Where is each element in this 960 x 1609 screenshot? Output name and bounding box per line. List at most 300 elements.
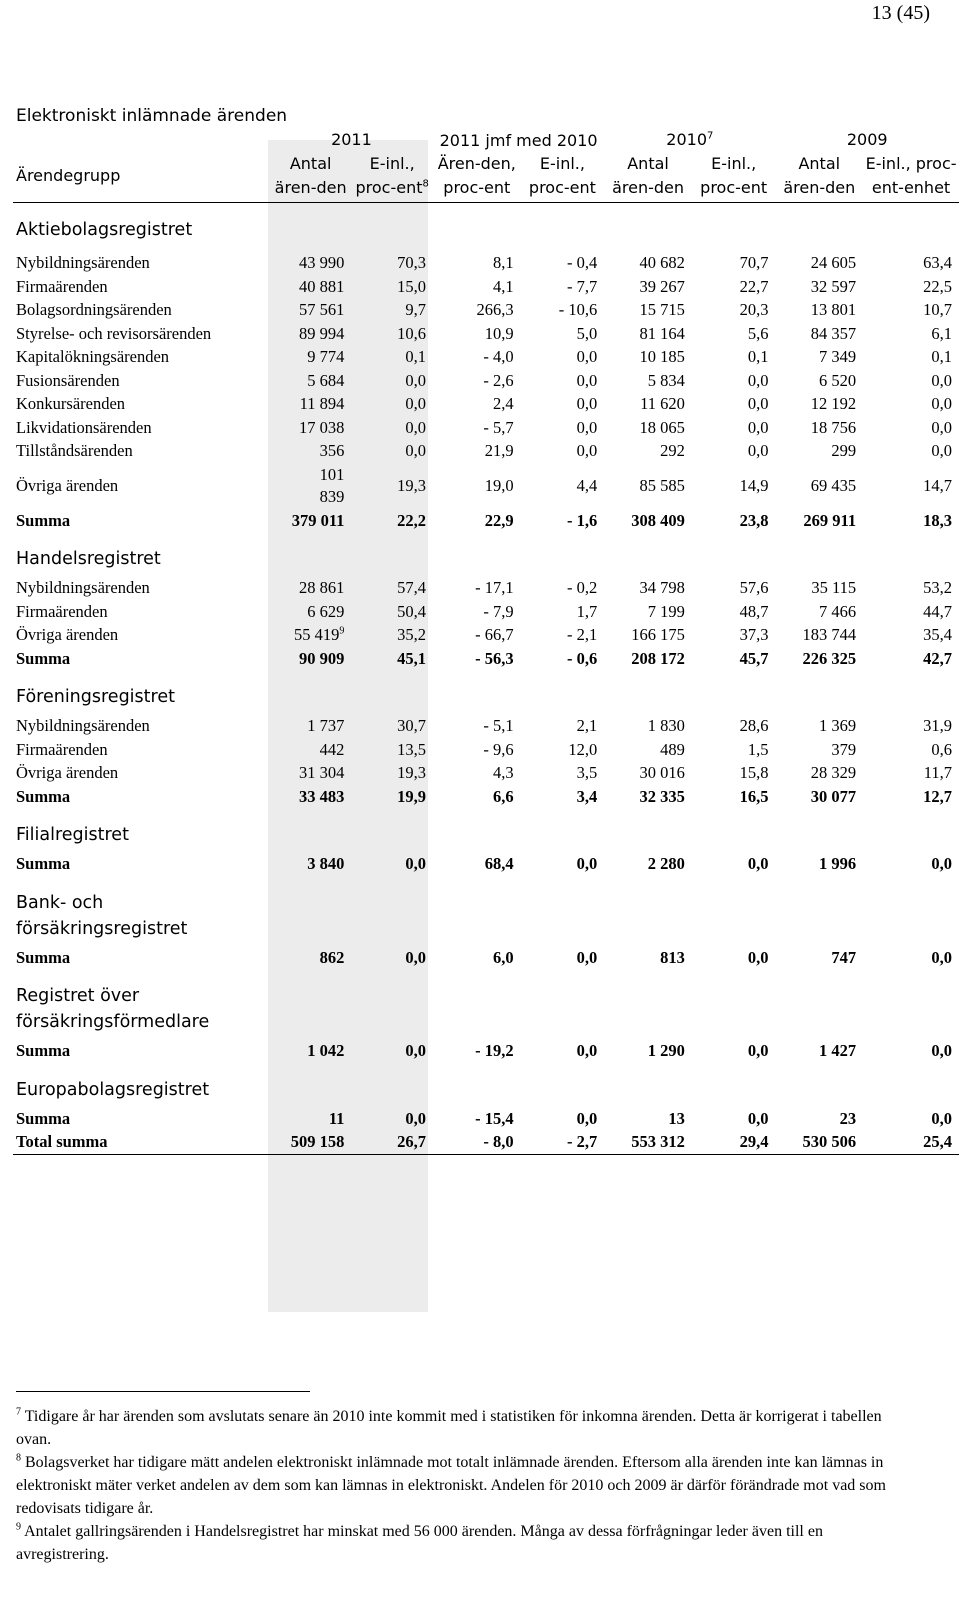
cell-text: 34 798 xyxy=(639,578,685,597)
row-label: Summa xyxy=(16,947,71,967)
cell-value xyxy=(863,275,959,299)
cell-value xyxy=(270,785,352,809)
cell-value xyxy=(270,1039,352,1063)
cell-text: 4,4 xyxy=(576,475,598,495)
cell-value xyxy=(521,345,605,369)
footnotes xyxy=(16,1405,906,1566)
cell-value xyxy=(692,1130,776,1154)
cell-text: 1 369 xyxy=(818,716,857,735)
cell-value xyxy=(433,761,521,785)
header-year-2010-text: 2010 xyxy=(666,130,707,149)
cell-value xyxy=(521,647,605,671)
cell-value xyxy=(433,345,521,369)
cell-text: 24 605 xyxy=(810,253,857,272)
cell-text: 10,9 xyxy=(484,323,514,343)
cell-value xyxy=(351,623,433,647)
cell-value xyxy=(863,369,959,393)
cell-value xyxy=(351,416,433,440)
cell-value xyxy=(521,509,605,533)
cell-value xyxy=(692,251,776,275)
cell-text: 2,4 xyxy=(493,394,514,413)
cell-value xyxy=(692,463,776,509)
cell-text: 6,6 xyxy=(493,786,514,806)
cell-value xyxy=(604,738,692,762)
cell-text: 489 xyxy=(660,739,685,759)
row-label: Övriga ärenden xyxy=(16,763,119,782)
cell-text: 35 115 xyxy=(811,578,857,597)
cell-text: 0,0 xyxy=(405,854,426,873)
cell-value xyxy=(863,576,959,600)
cell-text: 0,0 xyxy=(405,394,426,413)
cell-text: 0,6 xyxy=(931,739,952,759)
cell-text: - 0,4 xyxy=(566,253,598,272)
cell-text: 0,0 xyxy=(405,370,426,390)
table-row xyxy=(13,439,959,463)
cell-text: 10,7 xyxy=(923,300,952,319)
row-label: Summa xyxy=(16,510,71,530)
cell-text: 50,4 xyxy=(397,601,426,621)
row-label: Firmaärenden xyxy=(16,276,108,296)
cell-value xyxy=(692,761,776,785)
cell-value xyxy=(863,623,959,647)
cell-value xyxy=(521,251,605,275)
cell-value xyxy=(351,576,433,600)
cell-text: 22,7 xyxy=(739,276,769,296)
cell-value xyxy=(863,1107,959,1131)
table-row xyxy=(13,416,959,440)
cell-value xyxy=(863,392,959,416)
cell-value xyxy=(692,275,776,299)
cell-value xyxy=(351,946,433,970)
cell-value xyxy=(433,647,521,671)
cell-value xyxy=(775,785,863,809)
cell-text: 57,4 xyxy=(397,578,426,597)
cell-text: 13,5 xyxy=(397,739,426,759)
cell-text: 81 164 xyxy=(639,323,685,343)
cell-text: 292 xyxy=(660,441,685,460)
cell-text: 1 830 xyxy=(647,716,685,735)
cell-text: 11 620 xyxy=(640,394,685,413)
cell-text: 19,3 xyxy=(397,763,426,782)
cell-value xyxy=(775,251,863,275)
cell-text: 0,0 xyxy=(405,441,426,460)
cell-text: 48,7 xyxy=(739,601,769,621)
section-header xyxy=(13,1063,959,1107)
cell-text: 11,7 xyxy=(923,763,952,782)
cell-text: 11 894 xyxy=(299,394,345,413)
cell-text: 10 185 xyxy=(639,347,685,366)
footnote-7 xyxy=(16,1405,906,1451)
cell-value xyxy=(270,761,352,785)
table-row xyxy=(13,322,959,346)
cell-text: 0,0 xyxy=(931,370,952,390)
cell-text: 509 158 xyxy=(290,1132,345,1151)
cell-value xyxy=(863,600,959,624)
cell-text: 23 xyxy=(839,1108,857,1128)
header-columns-row xyxy=(13,152,959,203)
cell-text: 22,2 xyxy=(397,510,426,530)
cell-value xyxy=(692,576,776,600)
cell-text: 57 561 xyxy=(299,300,345,319)
cell-text: 1 737 xyxy=(307,716,345,735)
cell-text: 5 684 xyxy=(307,370,345,390)
cell-value xyxy=(433,738,521,762)
cell-value xyxy=(270,852,352,876)
cell-text: 0,0 xyxy=(576,394,598,413)
cell-value xyxy=(692,738,776,762)
cell-text: 14,9 xyxy=(739,475,769,495)
header-year-2010 xyxy=(604,128,775,152)
cell-value xyxy=(521,738,605,762)
cell-text: 85 585 xyxy=(639,475,685,495)
cell-value xyxy=(863,509,959,533)
cell-text: 862 xyxy=(319,947,345,967)
cell-value xyxy=(521,600,605,624)
cell-value xyxy=(692,345,776,369)
cell-value xyxy=(351,785,433,809)
row-label: Nybildningsärenden xyxy=(16,716,150,735)
row-label: Styrelse- och revisorsärenden xyxy=(16,323,212,343)
cell-value xyxy=(521,946,605,970)
cell-text: 44,7 xyxy=(923,601,952,621)
footnote-text: Antalet gallringsärenden i Handelsregistret har minskat med 56 000 ärenden. Många av dessa förfrågningar leder även till en avregistrering. xyxy=(16,1523,823,1563)
cell-value xyxy=(351,738,433,762)
cell-value xyxy=(351,852,433,876)
cell-text: 20,3 xyxy=(739,300,769,319)
cell-value xyxy=(351,1130,433,1154)
cell-text: - 15,4 xyxy=(475,1108,514,1128)
cell-value xyxy=(692,647,776,671)
cell-value xyxy=(863,1130,959,1154)
cell-value xyxy=(863,1039,959,1063)
cell-text: 0,0 xyxy=(747,854,769,873)
cell-text: 6 629 xyxy=(307,601,345,621)
cell-text: - 8,0 xyxy=(483,1132,514,1151)
section-header xyxy=(13,876,959,946)
cell-text: 3,5 xyxy=(576,763,598,782)
cell-value xyxy=(604,298,692,322)
cell-text: - 1,6 xyxy=(566,510,598,530)
section-title: Filialregistret xyxy=(16,825,129,845)
cell-value xyxy=(521,785,605,809)
cell-text: 0,0 xyxy=(931,947,952,967)
cell-text: 0,0 xyxy=(747,441,769,460)
cell-value xyxy=(351,761,433,785)
cell-value xyxy=(604,785,692,809)
cell-text: 12,0 xyxy=(568,739,598,759)
cell-value xyxy=(433,369,521,393)
cell-value xyxy=(775,1039,863,1063)
cell-value xyxy=(692,298,776,322)
cell-value xyxy=(433,322,521,346)
cell-text: 18,3 xyxy=(923,510,952,530)
cell-value xyxy=(270,600,352,624)
cell-value xyxy=(863,785,959,809)
cell-text: 68,4 xyxy=(484,854,514,873)
table-title: Elektroniskt inlämnade ärenden xyxy=(16,106,288,126)
cell-value xyxy=(521,322,605,346)
cell-value xyxy=(351,509,433,533)
header-antal-2011: Antal ären-den xyxy=(270,152,352,203)
cell-text: 28,6 xyxy=(739,716,769,735)
cell-value xyxy=(433,298,521,322)
cell-value xyxy=(351,298,433,322)
cell-text: - 4,0 xyxy=(483,347,514,366)
cell-value xyxy=(775,298,863,322)
cell-value xyxy=(604,600,692,624)
table-row xyxy=(13,392,959,416)
cell-value xyxy=(604,345,692,369)
cell-value xyxy=(692,623,776,647)
cell-value xyxy=(863,738,959,762)
cell-value xyxy=(270,946,352,970)
cell-value xyxy=(604,946,692,970)
cell-value xyxy=(775,576,863,600)
cell-value xyxy=(351,600,433,624)
cell-text: 21,9 xyxy=(484,441,514,460)
summary-row xyxy=(13,1039,959,1063)
cell-value xyxy=(604,1107,692,1131)
table-row xyxy=(13,761,959,785)
row-label: Konkursärenden xyxy=(16,394,126,413)
cell-text: 0,0 xyxy=(405,417,426,437)
cell-value xyxy=(433,439,521,463)
cell-value xyxy=(692,600,776,624)
cell-value xyxy=(604,416,692,440)
cell-value xyxy=(692,392,776,416)
table-row xyxy=(13,714,959,738)
row-label: Bolagsordningsärenden xyxy=(16,300,172,319)
cell-text: 14,7 xyxy=(923,475,952,495)
cell-value xyxy=(351,463,433,509)
footnote-mark: 7 xyxy=(16,1406,21,1418)
cell-value xyxy=(863,647,959,671)
cell-value xyxy=(604,509,692,533)
cell-text: 19,9 xyxy=(397,786,426,806)
cell-value xyxy=(351,1107,433,1131)
cell-text: 33 483 xyxy=(299,786,345,806)
header-einl-2010: E-inl., proc-ent xyxy=(692,152,776,203)
footnote-9 xyxy=(16,1520,906,1566)
cell-value xyxy=(775,1107,863,1131)
table-row xyxy=(13,275,959,299)
cell-text: 208 172 xyxy=(631,648,685,668)
cell-value xyxy=(270,509,352,533)
cell-text: 19,0 xyxy=(484,475,514,495)
cell-text: 70,3 xyxy=(397,253,426,272)
cell-value xyxy=(604,322,692,346)
cell-text: 63,4 xyxy=(923,253,952,272)
footnote-ref-9: 9 xyxy=(339,625,345,637)
cell-value xyxy=(433,623,521,647)
cell-value xyxy=(521,369,605,393)
cell-value xyxy=(692,714,776,738)
table-row xyxy=(13,463,959,509)
cell-value xyxy=(521,576,605,600)
cell-text: 2,1 xyxy=(576,716,598,735)
cell-text: 17 038 xyxy=(299,417,345,437)
cell-value xyxy=(863,345,959,369)
cell-text: 55 419 xyxy=(294,625,340,644)
cell-text: 5,6 xyxy=(747,323,769,343)
table-row xyxy=(13,298,959,322)
cell-text: 90 909 xyxy=(299,648,345,668)
cell-value xyxy=(433,785,521,809)
cell-value xyxy=(351,251,433,275)
cell-text: 15,8 xyxy=(739,763,769,782)
cell-text: 299 xyxy=(831,441,857,460)
cell-value xyxy=(775,345,863,369)
cell-text: 31 304 xyxy=(299,763,345,782)
section-title: Europabolagsregistret xyxy=(16,1079,210,1100)
cell-value xyxy=(433,714,521,738)
cell-value xyxy=(433,275,521,299)
table-row xyxy=(13,251,959,275)
cell-value xyxy=(433,1130,521,1154)
cell-text: 57,6 xyxy=(739,578,769,597)
section-header xyxy=(13,532,959,576)
summary-row xyxy=(13,1107,959,1131)
row-label: Fusionsärenden xyxy=(16,370,120,390)
cell-value xyxy=(692,416,776,440)
header-antal-2009: Antal ären-den xyxy=(775,152,863,203)
cell-text: - 5,7 xyxy=(483,417,514,437)
table-row xyxy=(13,576,959,600)
cell-value xyxy=(863,714,959,738)
row-label: Summa xyxy=(16,854,71,873)
cell-text: - 7,9 xyxy=(483,601,514,621)
cell-value xyxy=(270,463,352,509)
cell-value xyxy=(775,416,863,440)
footnote-text: Bolagsverket har tidigare mätt andelen elektroniskt inlämnade mot totalt inlämnade ärenden. Eftersom alla ärenden inte kan lämnas in elektroniskt mäter verket andelen av dem som kan lämnas in elektroniskt. Andelen för 2010 och 2009 är därför förändrade mot vad som redovisats tidigare år. xyxy=(16,1454,886,1517)
cell-value xyxy=(604,392,692,416)
cell-text: 25,4 xyxy=(923,1132,952,1151)
cell-value xyxy=(433,1039,521,1063)
row-label: Summa xyxy=(16,1041,71,1060)
cell-value xyxy=(521,1107,605,1131)
cell-text: 0,0 xyxy=(576,441,598,460)
cell-text: - 2,6 xyxy=(483,370,514,390)
cell-value xyxy=(775,275,863,299)
header-year-2009: 2009 xyxy=(846,130,888,149)
footnote-text: Tidigare år har ärenden som avslutats senare än 2010 inte kommit med i statistiken för inkomna ärenden. Detta är korrigerat i tabellen ovan. xyxy=(16,1408,882,1448)
cell-value xyxy=(433,576,521,600)
cell-text: 7 199 xyxy=(647,601,685,621)
cell-value xyxy=(270,647,352,671)
row-label: Summa xyxy=(16,786,71,806)
header-year-2011: 2011 xyxy=(331,130,372,149)
cell-text: - 66,7 xyxy=(475,625,514,644)
cell-value xyxy=(604,251,692,275)
table-body xyxy=(13,203,959,1155)
cell-text: 0,0 xyxy=(747,417,769,437)
row-label: Firmaärenden xyxy=(16,739,108,759)
cell-text: 6,1 xyxy=(931,323,952,343)
header-compare: 2011 jmf med 2010 xyxy=(439,131,598,150)
cell-text: 269 911 xyxy=(803,510,857,530)
cell-value xyxy=(775,509,863,533)
cell-text: 22,9 xyxy=(484,510,514,530)
row-label: Tillståndsärenden xyxy=(16,441,133,460)
cell-text: - 5,1 xyxy=(483,716,514,735)
summary-row xyxy=(13,946,959,970)
cell-text: 35,4 xyxy=(923,625,952,644)
cell-text: 0,0 xyxy=(747,1041,769,1060)
cell-text: 0,0 xyxy=(576,854,598,873)
cell-text: 31,9 xyxy=(923,716,952,735)
cell-text: - 19,2 xyxy=(475,1041,514,1060)
cell-value xyxy=(604,761,692,785)
cell-value xyxy=(604,369,692,393)
footnote-mark: 9 xyxy=(16,1521,21,1533)
cell-text: 0,0 xyxy=(405,1041,426,1060)
cell-value xyxy=(351,369,433,393)
section-header xyxy=(13,670,959,714)
cell-text: 0,1 xyxy=(747,347,769,366)
cell-value xyxy=(604,439,692,463)
cell-value xyxy=(775,322,863,346)
cell-value xyxy=(270,322,352,346)
cell-text: 0,0 xyxy=(931,1108,952,1128)
cell-value xyxy=(433,946,521,970)
cell-value xyxy=(270,1130,352,1154)
cell-value xyxy=(433,463,521,509)
header-group: Ärendegrupp xyxy=(13,152,270,203)
cell-text: 4,1 xyxy=(493,276,514,296)
cell-text: 3 840 xyxy=(307,854,345,873)
cell-value xyxy=(270,345,352,369)
cell-value xyxy=(863,251,959,275)
cell-value xyxy=(775,463,863,509)
cell-value xyxy=(604,1039,692,1063)
section-title: Bank- och försäkringsregistret xyxy=(16,892,188,939)
header-years-row xyxy=(13,128,959,152)
total-row xyxy=(13,1130,959,1154)
cell-text: 15,0 xyxy=(397,276,426,296)
cell-text: - 7,7 xyxy=(566,276,598,296)
cell-value xyxy=(270,416,352,440)
header-einl-2011-text: E-inl., proc-ent xyxy=(355,154,423,197)
cell-text: 0,0 xyxy=(576,1108,598,1128)
cell-text: 28 329 xyxy=(810,763,857,782)
cell-text: 0,0 xyxy=(931,441,952,460)
cell-value xyxy=(270,251,352,275)
cell-text: 53,2 xyxy=(923,578,952,597)
cell-text: 379 xyxy=(831,739,857,759)
cell-text: 0,0 xyxy=(576,370,598,390)
cell-text: 0,0 xyxy=(576,347,598,366)
cell-value xyxy=(351,1039,433,1063)
section-title: Handelsregistret xyxy=(16,549,161,569)
cell-text: 226 325 xyxy=(802,648,857,668)
cell-value xyxy=(521,761,605,785)
cell-text: 0,0 xyxy=(747,394,769,413)
cell-text: 13 801 xyxy=(810,300,857,319)
cell-text: 5 834 xyxy=(647,370,685,390)
cell-value xyxy=(351,275,433,299)
cell-text: 183 744 xyxy=(802,625,857,644)
row-label: Övriga ärenden xyxy=(16,475,119,495)
cell-text: 813 xyxy=(660,947,685,967)
summary-row xyxy=(13,647,959,671)
cell-value xyxy=(863,322,959,346)
cell-value xyxy=(604,576,692,600)
cell-text: 6,0 xyxy=(493,947,514,967)
cell-text: 45,7 xyxy=(739,648,769,668)
cell-text: 1 427 xyxy=(818,1041,857,1060)
cell-text: 4,3 xyxy=(493,763,514,782)
cell-value xyxy=(270,298,352,322)
